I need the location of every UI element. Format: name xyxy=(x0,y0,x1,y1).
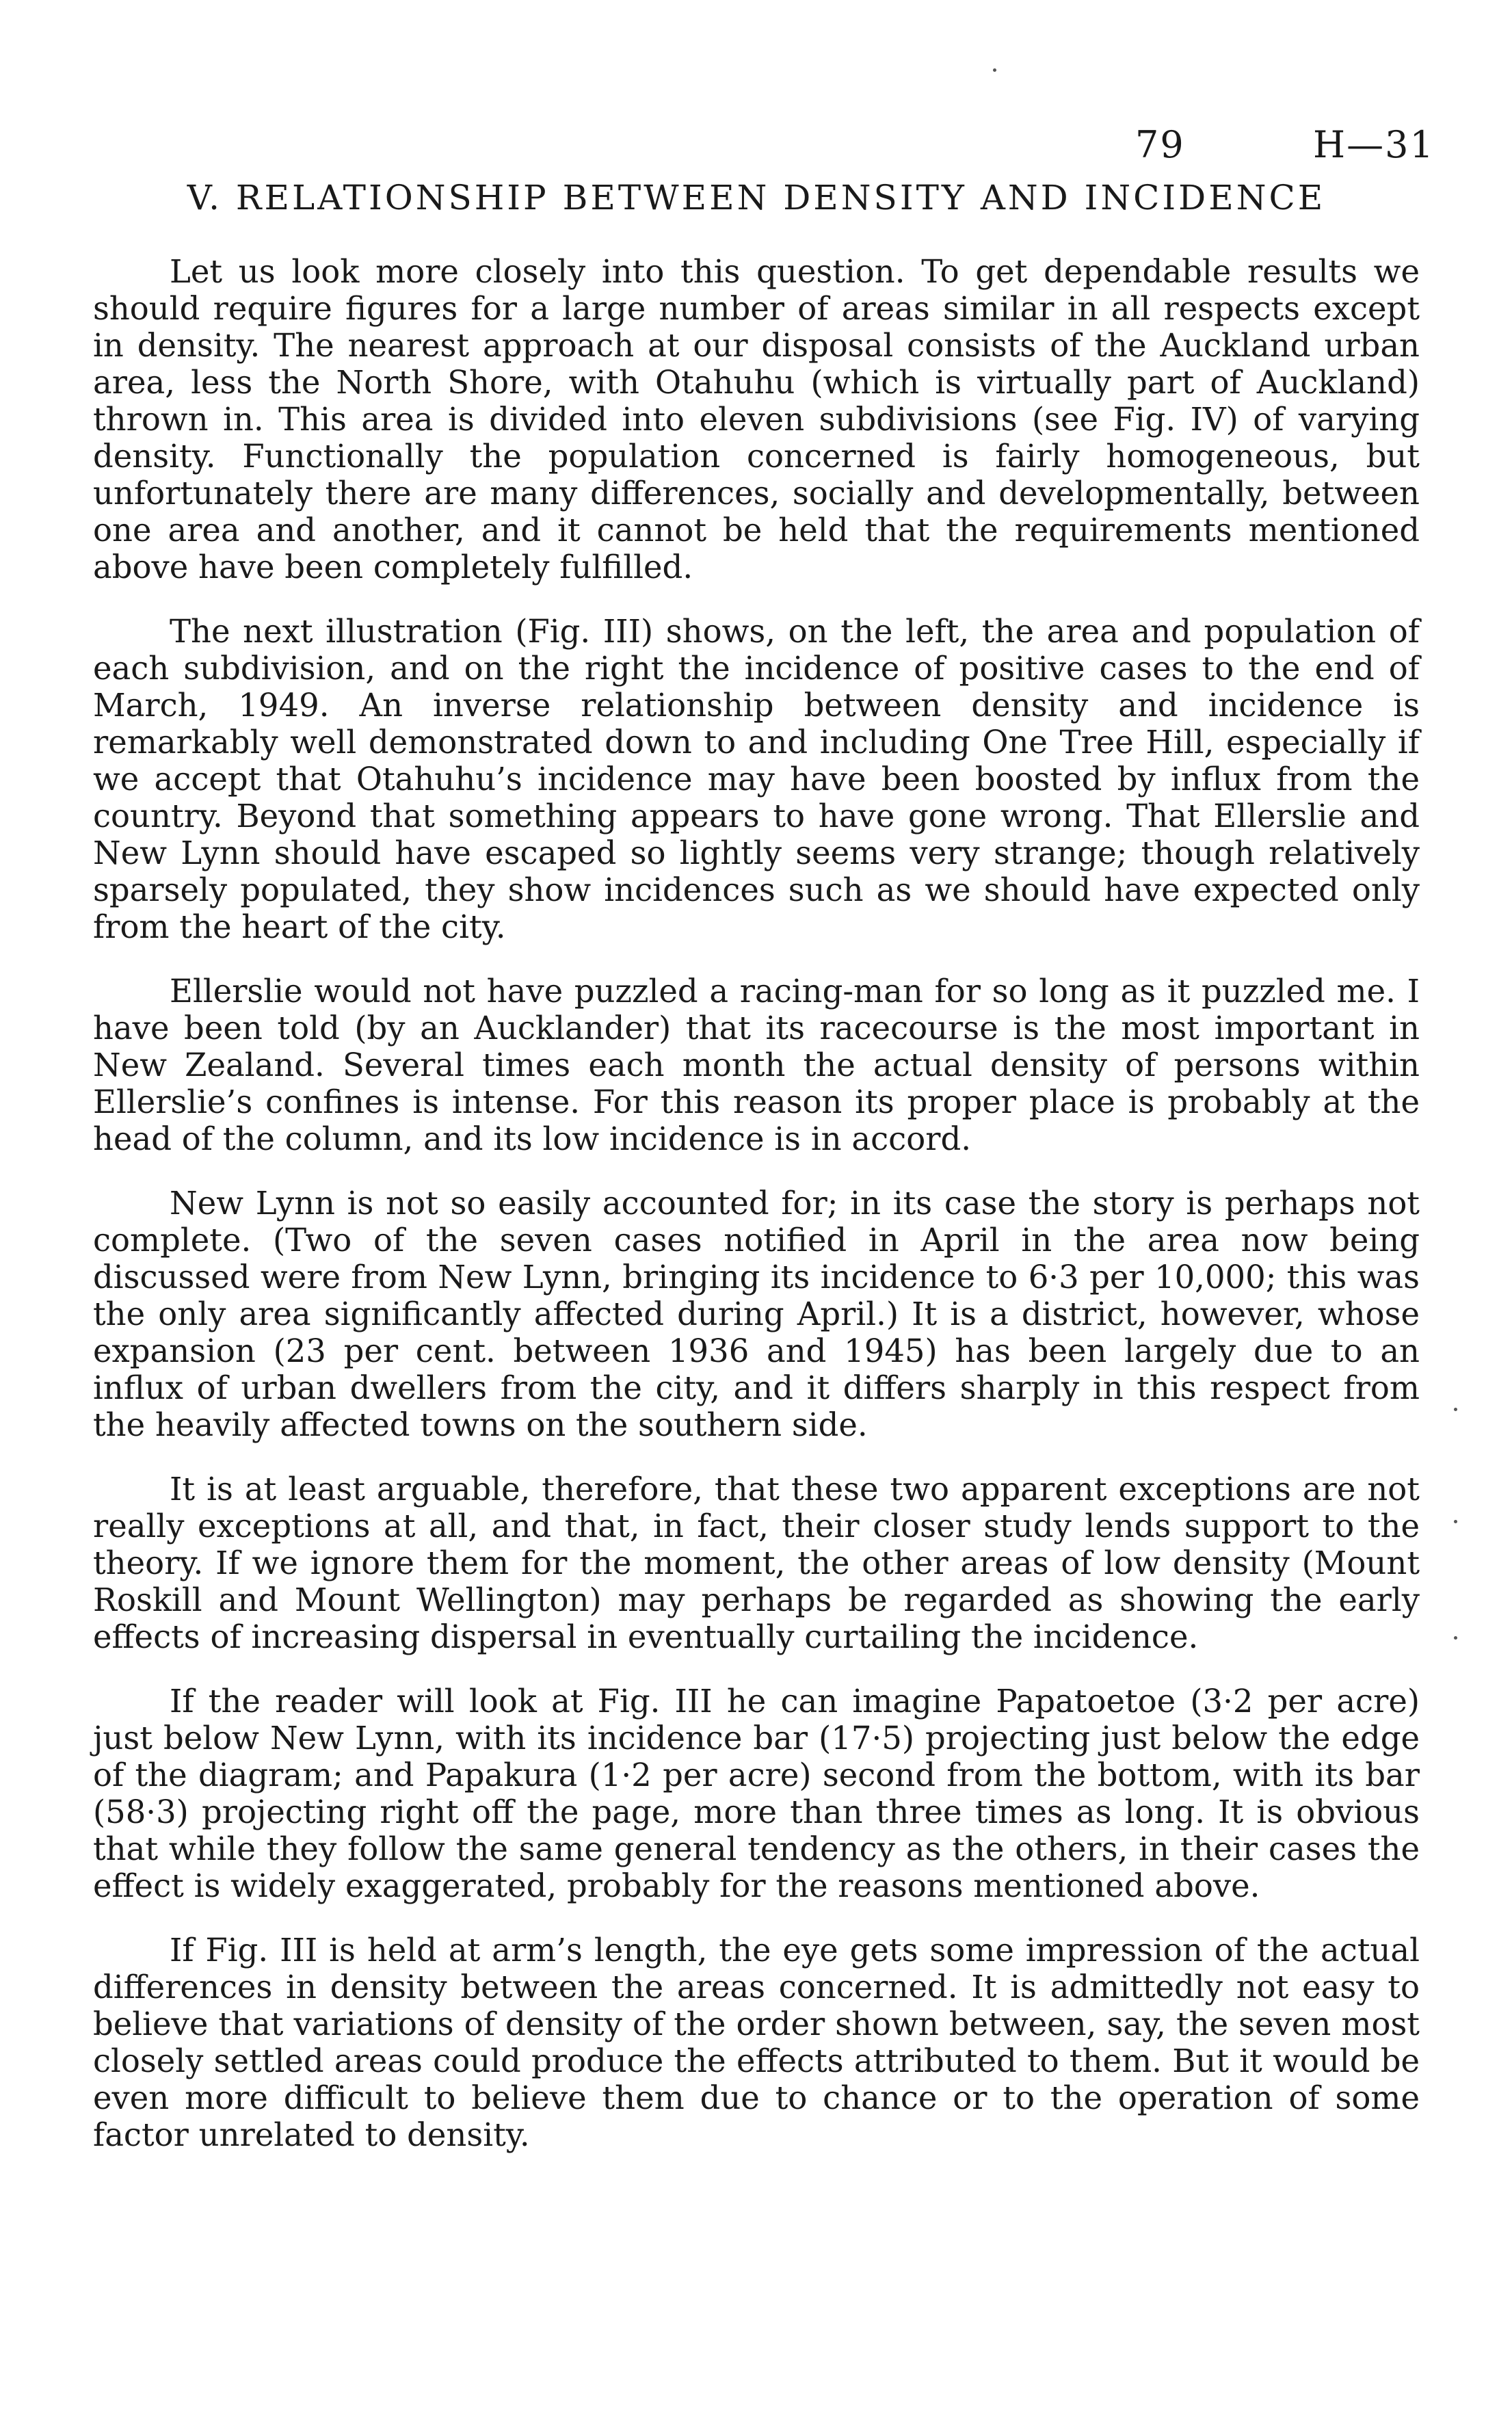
paragraph-3: Ellerslie would not have puzzled a racing-man for so long as it puzzled me. I have been told (by an Aucklander) that its racecourse is the most important in New Zealand. Several times each month the actual density of persons within Ellerslie’s confines is intense. For this reason its proper place is probably at the head of the column, and its low incidence is in accord. xyxy=(93,973,1420,1157)
paragraph-7: If Fig. III is held at arm’s length, the eye gets some impression of the actual differences in density between the areas concerned. It is admittedly not easy to believe that variations of density of the order shown between, say, the seven most closely settled areas could produce the effects attributed to them. But it would be even more difficult to believe them due to chance or to the operation of some factor unrelated to density. xyxy=(93,1932,1420,2153)
paragraph-5: It is at least arguable, therefore, that these two apparent exceptions are not really exceptions at all, and that, in fact, their closer study lends support to the theory. If we ignore them for the moment, the other areas of low density (Mount Roskill and Mount Wellington) may perhaps be regarded as showing the early effects of increasing dispersal in eventually curtailing the incidence. xyxy=(93,1471,1420,1655)
report-code: H—31 xyxy=(1313,123,1435,166)
margin-speck xyxy=(1454,1636,1457,1640)
margin-speck xyxy=(993,68,996,72)
section-heading: V. RELATIONSHIP BETWEEN DENSITY AND INCIDENCE xyxy=(187,178,1326,218)
page-number: 79 xyxy=(1135,123,1185,166)
paragraph-2: The next illustration (Fig. III) shows, on the left, the area and population of each subdivision, and on the right the incidence of positive cases to the end of March, 1949. An inverse relationship between density and incidence is remarkably well demonstrated down to and including One Tree Hill, especially if we accept that Otahuhu’s incidence may have been boosted by influx from the country. Beyond that something appears to have gone wrong. That Ellerslie and New Lynn should have escaped so lightly seems very strange; though relatively sparsely populated, they show incidences such as we should have expected only from the heart of the city. xyxy=(93,613,1420,945)
margin-speck xyxy=(1454,1520,1457,1523)
paragraph-4: New Lynn is not so easily accounted for; in its case the story is perhaps not complete. (Two of the seven cases notified in April in the area now being discussed were from New Lynn, bringing its incidence to 6·3 per 10,000; this was the only area significantly affected during April.) It is a district, however, whose expansion (23 per cent. between 1936 and 1945) has been largely due to an influx of urban dwellers from the city, and it differs sharply in this respect from the heavily affected towns on the southern side. xyxy=(93,1185,1420,1443)
paragraph-6: If the reader will look at Fig. III he can imagine Papatoetoe (3·2 per acre) just below New Lynn, with its incidence bar (17·5) projecting just below the edge of the diagram; and Papakura (1·2 per acre) second from the bottom, with its bar (58·3) projecting right off the page, more than three times as long. It is obvious that while they follow the same general tendency as the others, in their cases the effect is widely exaggerated, probably for the reasons mentioned above. xyxy=(93,1683,1420,1904)
body-text xyxy=(93,253,1420,2181)
margin-speck xyxy=(1454,1408,1457,1411)
paragraph-1: Let us look more closely into this question. To get dependable results we should require figures for a large number of areas similar in all respects except in density. The nearest approach at our disposal consists of the Auckland urban area, less the North Shore, with Otahuhu (which is virtually part of Auckland) thrown in. This area is divided into eleven subdivisions (see Fig. IV) of varying density. Functionally the population concerned is fairly homogeneous, but unfortunately there are many differences, socially and developmentally, between one area and another, and it cannot be held that the requirements mentioned above have been completely fulfilled. xyxy=(93,253,1420,586)
